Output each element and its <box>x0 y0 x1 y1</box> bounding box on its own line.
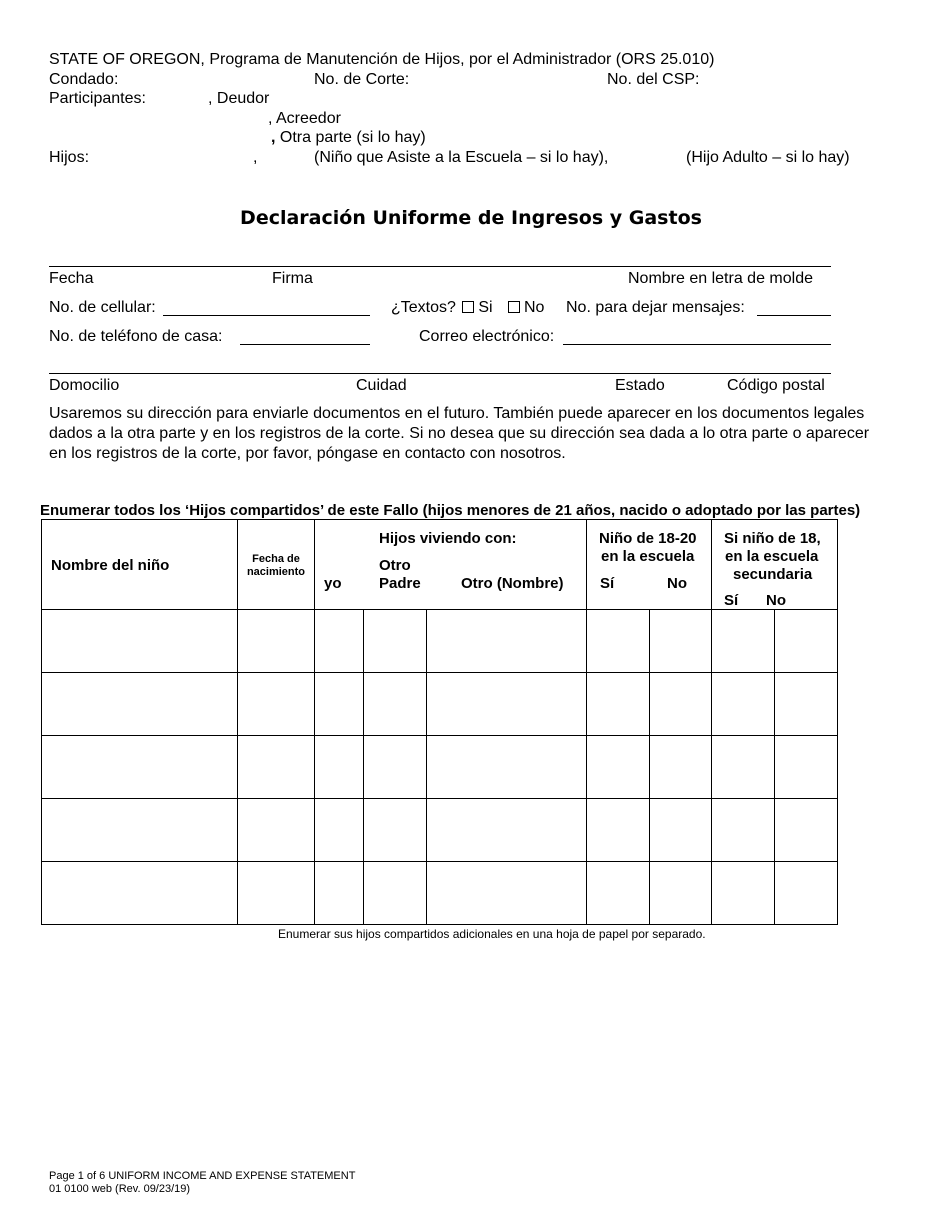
living-with-label: Hijos viviendo con: <box>379 530 517 547</box>
message-number-label: No. para dejar mensajes: <box>566 299 745 316</box>
other-name-cell[interactable] <box>427 799 587 862</box>
birth-date-header-line2: nacimiento <box>246 566 306 578</box>
col-me-label: yo <box>324 575 342 592</box>
child-name-header <box>42 520 238 610</box>
other-parent-cell[interactable] <box>364 610 427 673</box>
texts-label: ¿Textos? <box>391 299 456 316</box>
hs-yes-cell[interactable] <box>712 736 775 799</box>
school-child-label: (Niño que Asiste a la Escuela – si lo hay), <box>314 149 609 166</box>
col-other-parent-line1: Otro <box>379 557 411 574</box>
other-parent-cell[interactable] <box>364 799 427 862</box>
high-school-18-header <box>712 520 838 610</box>
hs-yes-cell[interactable] <box>712 862 775 925</box>
court-number-label: No. de Corte: <box>314 71 410 88</box>
texts-yes-checkbox[interactable] <box>462 301 474 313</box>
school-18-20-line2: en la escuela <box>601 548 695 565</box>
children-label: Hijos: <box>49 149 90 166</box>
date-label: Fecha <box>49 270 94 287</box>
school-no-cell[interactable] <box>650 862 712 925</box>
city-label: Cuidad <box>356 377 407 394</box>
birth-date-cell[interactable] <box>238 736 315 799</box>
page-title: Declaración Uniforme de Ingresos y Gastos <box>240 207 702 229</box>
living-with-header <box>315 520 587 610</box>
birth-date-cell[interactable] <box>238 862 315 925</box>
me-cell[interactable] <box>315 736 364 799</box>
adult-child-label: (Hijo Adulto – si lo hay) <box>686 149 850 166</box>
other-party-label: Otra parte (si lo hay) <box>279 129 426 146</box>
hs-no-cell[interactable] <box>775 862 838 925</box>
home-phone-field[interactable] <box>240 344 370 345</box>
birth-date-cell[interactable] <box>238 610 315 673</box>
participants-label: Participantes: <box>49 90 146 107</box>
texts-yes-label: Si <box>478 299 493 316</box>
school-yes-cell[interactable] <box>587 862 650 925</box>
me-cell[interactable] <box>315 862 364 925</box>
signature-line <box>49 266 831 267</box>
school-yes-cell[interactable] <box>587 673 650 736</box>
school-18-20-no-label: No <box>667 575 687 592</box>
high-school-18-line3: secundaria <box>733 566 813 583</box>
printed-name-label: Nombre en letra de molde <box>628 270 813 287</box>
other-parent-cell[interactable] <box>364 736 427 799</box>
children-section-title: Enumerar todos los ‘Hijos compartidos’ de este Fallo (hijos menores de 21 años, nacido o adoptado por las partes) <box>40 502 861 519</box>
other-parent-cell[interactable] <box>364 862 427 925</box>
high-school-18-line1: Si niño de 18, <box>724 530 821 547</box>
other-party-comma: , <box>271 129 276 146</box>
child-name-cell[interactable] <box>42 673 238 736</box>
birth-date-header-line1: Fecha de <box>252 553 300 565</box>
other-name-cell[interactable] <box>427 610 587 673</box>
school-yes-cell[interactable] <box>587 610 650 673</box>
child-name-cell[interactable] <box>42 862 238 925</box>
hs-yes-cell[interactable] <box>712 673 775 736</box>
hs-yes-cell[interactable] <box>712 610 775 673</box>
hs-no-cell[interactable] <box>775 799 838 862</box>
school-18-20-yes-label: Sí <box>600 575 615 592</box>
texts-no-label: No <box>523 299 545 316</box>
creditor-label: , Acreedor <box>268 110 341 127</box>
hs-no-cell[interactable] <box>775 610 838 673</box>
hs-yes-cell[interactable] <box>712 799 775 862</box>
child-name-cell[interactable] <box>42 610 238 673</box>
other-parent-cell[interactable] <box>364 673 427 736</box>
birth-date-header <box>238 520 315 610</box>
texts-question <box>391 298 544 317</box>
col-other-name-label: Otro (Nombre) <box>461 575 564 592</box>
address-label: Domocilio <box>49 377 120 394</box>
cell-number-label: No. de cellular: <box>49 299 156 316</box>
csp-number-label: No. del CSP: <box>607 71 700 88</box>
other-name-cell[interactable] <box>427 736 587 799</box>
school-no-cell[interactable] <box>650 673 712 736</box>
debtor-label: , Deudor <box>208 90 270 107</box>
high-school-18-line2: en la escuela <box>725 548 819 565</box>
school-no-cell[interactable] <box>650 736 712 799</box>
case-caption-line <box>49 50 714 69</box>
program-name: , Programa de Manutención de Hijos, por el Administrador (ORS 25.010) <box>200 51 715 68</box>
child-name-header-label: Nombre del niño <box>51 557 170 574</box>
other-name-cell[interactable] <box>427 673 587 736</box>
county-label: Condado: <box>49 71 119 88</box>
footer-line-2: 01 0100 web (Rev. 09/23/19) <box>49 1183 191 1195</box>
other-party-line <box>271 128 426 147</box>
high-school-18-no-label: No <box>766 592 786 609</box>
hs-no-cell[interactable] <box>775 673 838 736</box>
table-row <box>42 736 838 799</box>
school-18-20-line1: Niño de 18-20 <box>599 530 697 547</box>
other-name-cell[interactable] <box>427 862 587 925</box>
me-cell[interactable] <box>315 673 364 736</box>
table-row <box>42 862 838 925</box>
me-cell[interactable] <box>315 799 364 862</box>
child-name-cell[interactable] <box>42 736 238 799</box>
table-row <box>42 799 838 862</box>
zip-label: Código postal <box>727 377 825 394</box>
message-number-field[interactable] <box>757 315 831 316</box>
address-notice: Usaremos su dirección para enviarle documentos en el futuro. También puede aparecer en los documentos legales dados a la otra parte y en los registros de la corte. Si no desea que su dirección sea dada a lo otra parte o aparecer en los registros de la corte, por favor, póngase en contacto con nosotros. <box>49 405 870 462</box>
cell-number-field[interactable] <box>163 315 370 316</box>
school-yes-cell[interactable] <box>587 799 650 862</box>
school-18-20-header <box>587 520 712 610</box>
me-cell[interactable] <box>315 610 364 673</box>
table-header-row <box>42 520 838 610</box>
additional-children-note: Enumerar sus hijos compartidos adicionales en una hoja de papel por separado. <box>278 927 706 941</box>
email-label: Correo electrónico: <box>419 328 555 345</box>
texts-no-checkbox[interactable] <box>508 301 520 313</box>
children-table <box>41 519 838 925</box>
school-yes-cell[interactable] <box>587 736 650 799</box>
footer-line-1: Page 1 of 6 UNIFORM INCOME AND EXPENSE STATEMENT <box>49 1170 356 1182</box>
children-comma: , <box>253 149 258 166</box>
address-line[interactable] <box>49 373 831 374</box>
state-label: Estado <box>615 377 665 394</box>
home-phone-label: No. de teléfono de casa: <box>49 328 223 345</box>
school-no-cell[interactable] <box>650 610 712 673</box>
hs-no-cell[interactable] <box>775 736 838 799</box>
table-row <box>42 610 838 673</box>
child-name-cell[interactable] <box>42 799 238 862</box>
school-no-cell[interactable] <box>650 799 712 862</box>
birth-date-cell[interactable] <box>238 673 315 736</box>
high-school-18-yes-label: Sí <box>724 592 739 609</box>
state-name: STATE OF OREGON <box>49 51 201 68</box>
birth-date-cell[interactable] <box>238 799 315 862</box>
signature-label: Firma <box>272 270 313 287</box>
col-other-parent-line2: Padre <box>379 575 421 592</box>
table-row <box>42 673 838 736</box>
email-field[interactable] <box>563 344 831 345</box>
